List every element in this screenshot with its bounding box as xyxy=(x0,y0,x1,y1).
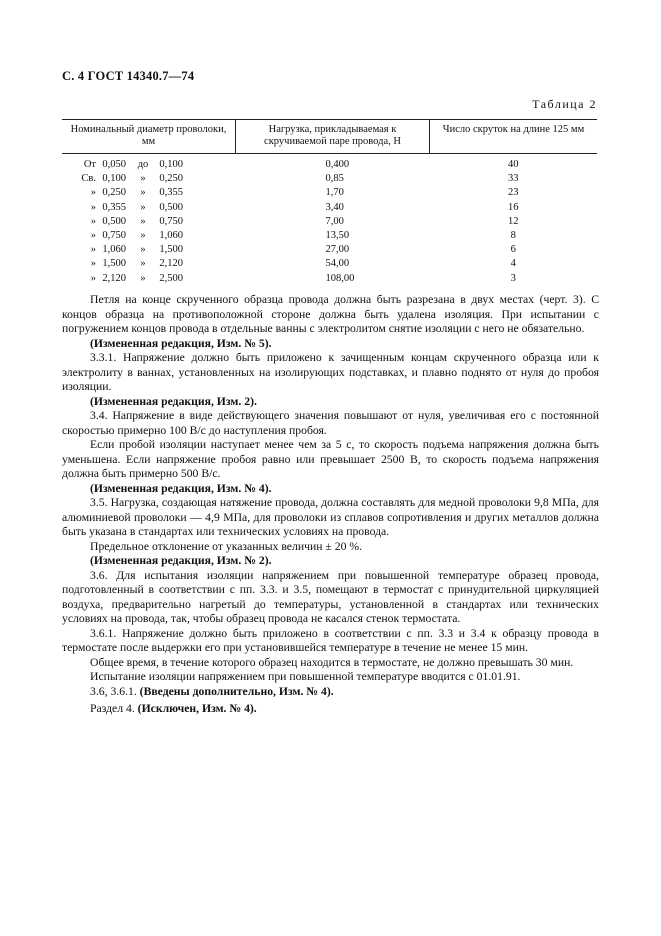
load-cell: 0,400 xyxy=(325,159,350,170)
body-text xyxy=(62,293,599,717)
range-from: 0,100 xyxy=(102,173,126,185)
paragraph-text: 3.6, 3.6.1. xyxy=(90,684,140,698)
amendment-note: (Исключен, Изм. № 4). xyxy=(137,702,257,715)
paragraph-text: Испытание изоляции напряжением при повышенной температуре вводится с 01.01.91. xyxy=(90,670,521,683)
paragraph xyxy=(62,496,599,540)
range-separator: » xyxy=(140,173,146,185)
range-prefix: От xyxy=(83,159,96,170)
twists-cell: 6 xyxy=(510,244,516,256)
table-header-row xyxy=(62,120,597,154)
range-from: 0,050 xyxy=(102,159,126,170)
range-prefix: » xyxy=(90,230,96,242)
table-row xyxy=(62,187,597,201)
paragraph-text: Предельное отклонение от указанных величин ± 20 %. xyxy=(90,539,362,553)
paragraph xyxy=(62,293,599,337)
amendment-note: (Измененная редакция, Изм. 2). xyxy=(90,394,257,408)
range-to: 0,500 xyxy=(159,201,183,213)
paragraph-text: 3.4. Напряжение в виде действующего значения повышают от нуля, увеличивая его с постоянной скоростью примерно 100 В/с до наступления пробоя. xyxy=(62,409,599,437)
paragraph xyxy=(62,351,599,395)
table-row xyxy=(62,230,597,244)
load-cell: 7,00 xyxy=(325,215,344,227)
paragraph xyxy=(62,670,599,685)
table-row xyxy=(62,154,597,174)
table-row xyxy=(62,216,597,230)
table-row xyxy=(62,244,597,258)
paragraph-text: 3.6. Для испытания изоляции напряжением при повышенной температуре образец провода, подготовленный в соответствии с пп. 3.3. и 3.5, помещают в термостат с принудительной циркуляцией воздуха, предварительно нагретый до температуры, установленной в стандартах или технических условиях на провода, так, чтобы образец провода не касался стенок термостата. xyxy=(62,568,599,625)
range-from: 0,500 xyxy=(102,215,126,227)
twists-cell: 8 xyxy=(510,230,516,242)
paragraph xyxy=(62,438,599,482)
paragraph xyxy=(62,685,599,700)
paragraph-text: Если пробой изоляции наступает менее чем за 5 с, то скорость подъема напряжения должна быть уменьшена. Если напряжение пробоя равно или превышает 2500 В, то скорость подъема напряжения должна быть примерно 500 В/с. xyxy=(62,438,599,480)
range-prefix: » xyxy=(90,258,96,270)
diameter-cell xyxy=(62,202,236,216)
twists-cell: 16 xyxy=(508,201,519,213)
load-cell: 3,40 xyxy=(325,201,344,213)
range-separator: » xyxy=(140,187,146,199)
twists-cell: 33 xyxy=(508,173,519,185)
paragraph-text: 3.5. Нагрузка, создающая натяжение провода, должна составлять для медной проволоки 9,8 МПа, для алюминиевой проволоки — 4,9 МПа, для проволоки из сплавов сопротивления и других металлов должна быть указана в стандартах или технических условиях на провода. xyxy=(62,496,599,538)
range-from: 0,750 xyxy=(102,230,126,242)
range-prefix: » xyxy=(90,244,96,256)
diameter-cell xyxy=(62,187,236,201)
paragraph-text: 3.6.1. Напряжение должно быть приложено в соответствии с пп. 3.3 и 3.4 к образцу провода в термостате после выдержки его при установившейся температуре в течение не менее 15 мин. xyxy=(62,626,599,654)
load-cell: 13,50 xyxy=(325,230,350,242)
table-row xyxy=(62,258,597,272)
range-to: 1,060 xyxy=(159,230,183,242)
diameter-cell xyxy=(62,258,236,272)
diameter-cell xyxy=(62,273,236,287)
range-to: 0,250 xyxy=(159,173,183,185)
paragraph xyxy=(62,656,599,671)
range-prefix: » xyxy=(90,201,96,213)
paragraph xyxy=(62,482,599,497)
range-to: 0,100 xyxy=(159,159,183,170)
range-to: 2,500 xyxy=(159,272,183,284)
range-from: 0,355 xyxy=(102,201,126,213)
load-cell: 0,85 xyxy=(325,173,344,185)
paragraph xyxy=(62,554,599,569)
paragraph-text: Петля на конце скрученного образца провода должна быть разрезана в двух местах (черт. 3). С концов образца на противоположной стороне должна быть удалена изоляция. При испытании с погружением концов провода в отдельные ванны с электролитом снятие изоляции с него не обязательно. xyxy=(62,293,599,335)
range-to: 2,120 xyxy=(159,258,183,270)
load-cell: 108,00 xyxy=(325,272,355,284)
amendment-note: (Измененная редакция, Изм. № 2). xyxy=(90,554,272,567)
range-from: 1,060 xyxy=(102,244,126,256)
amendment-note: (Введены дополнительно, Изм. № 4). xyxy=(139,684,334,698)
twists-cell: 40 xyxy=(508,159,519,170)
range-prefix: » xyxy=(90,272,96,284)
range-prefix: Св. xyxy=(81,173,96,185)
range-separator: » xyxy=(140,201,146,213)
range-separator: » xyxy=(140,244,146,256)
paragraph xyxy=(62,569,599,627)
range-separator: » xyxy=(140,230,146,242)
range-to: 1,500 xyxy=(159,244,183,256)
range-prefix: » xyxy=(90,215,96,227)
paragraph-text: 3.3.1. Напряжение должно быть приложено к зачищенным концам скрученного образца или к электролиту в ваннах, установленных на изолирующих подставках, и плавно поднято от нуля до пробоя изоляции. xyxy=(62,351,599,393)
paragraph xyxy=(62,540,599,555)
range-from: 2,120 xyxy=(102,272,126,284)
amendment-note: (Измененная редакция, Изм. № 4). xyxy=(90,481,272,495)
column-header-load: Нагрузка, прикладываемая к скручиваемой паре провода, Н xyxy=(236,120,430,154)
column-header-diameter: Номинальный диаметр проволоки, мм xyxy=(62,120,236,154)
diameter-cell xyxy=(62,154,236,174)
paragraph xyxy=(62,409,599,438)
twists-cell: 12 xyxy=(508,215,519,227)
table-row xyxy=(62,202,597,216)
paragraph xyxy=(62,337,599,352)
diameter-cell xyxy=(62,173,236,187)
paragraph xyxy=(62,702,599,717)
range-separator: до xyxy=(137,159,149,170)
range-separator: » xyxy=(140,258,146,270)
range-from: 1,500 xyxy=(102,258,126,270)
range-separator: » xyxy=(140,215,146,227)
twists-cell: 3 xyxy=(510,272,516,284)
twists-cell: 4 xyxy=(510,258,516,270)
load-cell: 1,70 xyxy=(325,187,344,199)
paragraph xyxy=(62,627,599,656)
paragraph-text: Общее время, в течение которого образец находится в термостате, не должно превышать 30 мин. xyxy=(90,655,574,669)
diameter-cell xyxy=(62,230,236,244)
page-header: С. 4 ГОСТ 14340.7—74 xyxy=(62,69,195,83)
range-prefix: » xyxy=(90,187,96,199)
paragraph-text: Раздел 4. xyxy=(90,702,138,715)
twists-cell: 23 xyxy=(508,187,519,199)
diameter-cell xyxy=(62,216,236,230)
range-separator: » xyxy=(140,272,146,284)
table-row xyxy=(62,173,597,187)
diameter-cell xyxy=(62,244,236,258)
load-cell: 54,00 xyxy=(325,258,350,270)
column-header-twists: Число скруток на длине 125 мм xyxy=(430,120,598,154)
range-to: 0,355 xyxy=(159,187,183,199)
data-table xyxy=(62,119,597,287)
table-caption: Таблица 2 xyxy=(532,97,597,111)
load-cell: 27,00 xyxy=(325,244,350,256)
amendment-note: (Измененная редакция, Изм. № 5). xyxy=(90,336,272,350)
table-row xyxy=(62,273,597,287)
paragraph xyxy=(62,395,599,410)
range-to: 0,750 xyxy=(159,215,183,227)
range-from: 0,250 xyxy=(102,187,126,199)
